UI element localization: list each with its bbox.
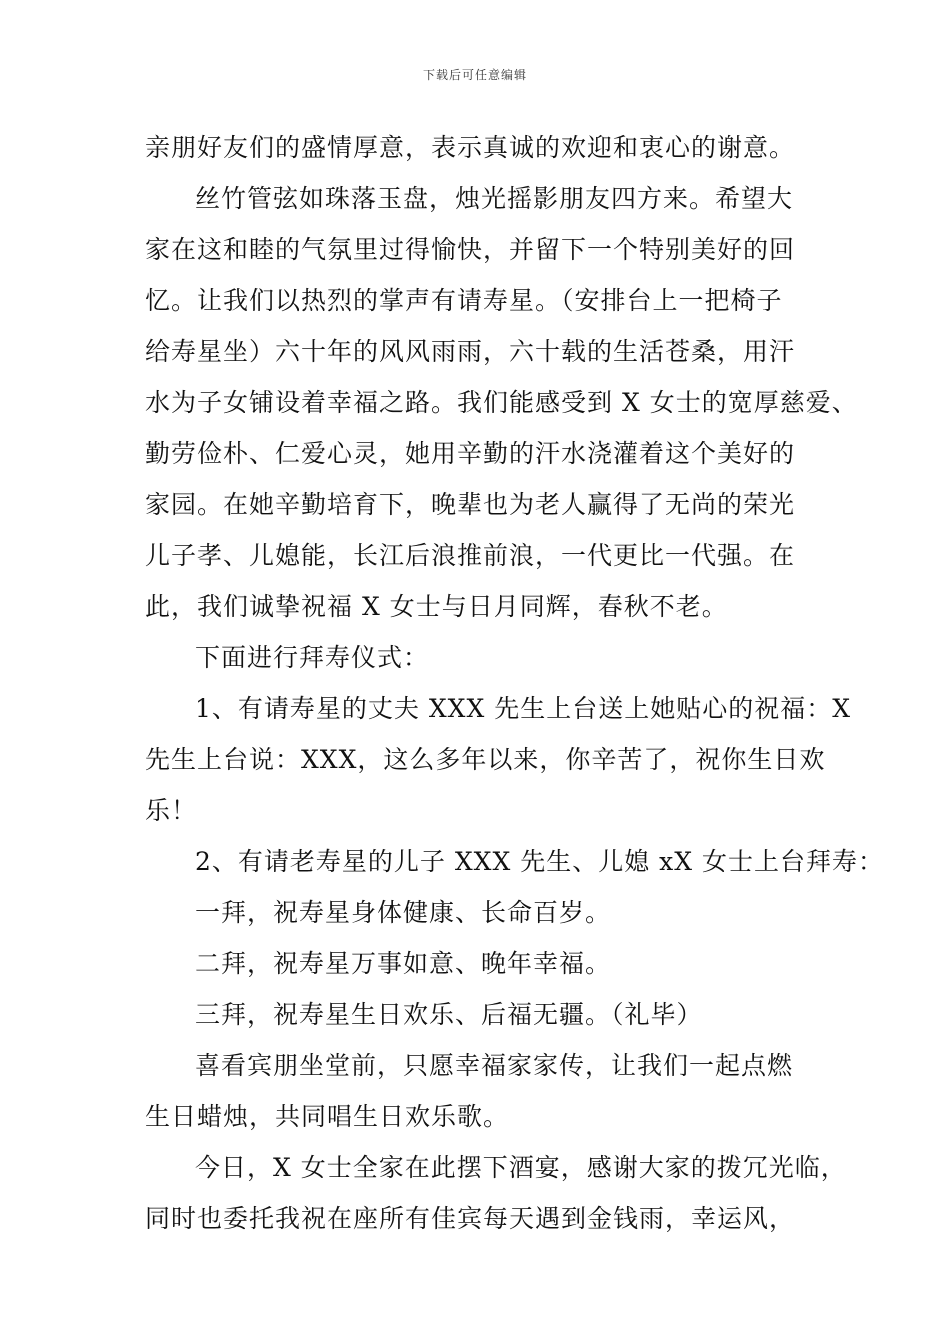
text-line: 亲朋好友们的盛情厚意，表示真诚的欢迎和衷心的谢意。 [145, 133, 796, 162]
text-line: 忆。让我们以热烈的掌声有请寿星。（安排台上一把椅子 [145, 286, 783, 315]
text-line: 此，我们诚挚祝福 X 女士与日月同辉，春秋不老。 [145, 592, 728, 621]
text-line: 家在这和睦的气氛里过得愉快，并留下一个特别美好的回 [145, 235, 796, 264]
text-line: 一拜，祝寿星身体健康、长命百岁。 [195, 898, 612, 927]
text-line: 下面进行拜寿仪式： [195, 643, 430, 672]
text-line: 今日，X 女士全家在此摆下酒宴，感谢大家的拨冗光临， [195, 1153, 847, 1182]
text-line: 喜看宾朋坐堂前，只愿幸福家家传，让我们一起点燃 [195, 1051, 794, 1080]
text-line: 三拜，祝寿星生日欢乐、后福无疆。（礼毕） [195, 1000, 703, 1029]
text-line: 先生上台说：XXX，这么多年以来，你辛苦了，祝你生日欢 [145, 745, 826, 774]
text-line: 同时也委托我祝在座所有佳宾每天遇到金钱雨，幸运风， [145, 1204, 796, 1233]
text-line: 给寿星坐）六十年的风风雨雨，六十载的生活苍桑，用汗 [145, 337, 796, 366]
text-line: 丝竹管弦如珠落玉盘，烛光摇影朋友四方来。希望大 [195, 184, 794, 213]
text-line: 生日蜡烛，共同唱生日欢乐歌。 [145, 1102, 510, 1131]
text-line: 勤劳俭朴、仁爱心灵，她用辛勤的汗水浇灌着这个美好的 [145, 439, 796, 468]
text-line: 1、有请寿星的丈夫 XXX 先生上台送上她贴心的祝福：X [195, 694, 851, 723]
text-line: 二拜，祝寿星万事如意、晚年幸福。 [195, 949, 612, 978]
text-line: 儿子孝、儿媳能，长江后浪推前浪，一代更比一代强。在 [145, 541, 796, 570]
document-body [145, 122, 884, 1244]
page-header: 下载后可任意编辑 [422, 68, 527, 82]
text-line: 乐！ [145, 796, 198, 825]
text-line: 水为子女铺设着幸福之路。我们能感受到 X 女士的宽厚慈爱、 [145, 388, 858, 417]
text-line: 2、有请老寿星的儿子 XXX 先生、儿媳 xX 女士上台拜寿： [195, 847, 884, 876]
text-line: 家园。在她辛勤培育下，晚辈也为老人赢得了无尚的荣光 [145, 490, 796, 519]
